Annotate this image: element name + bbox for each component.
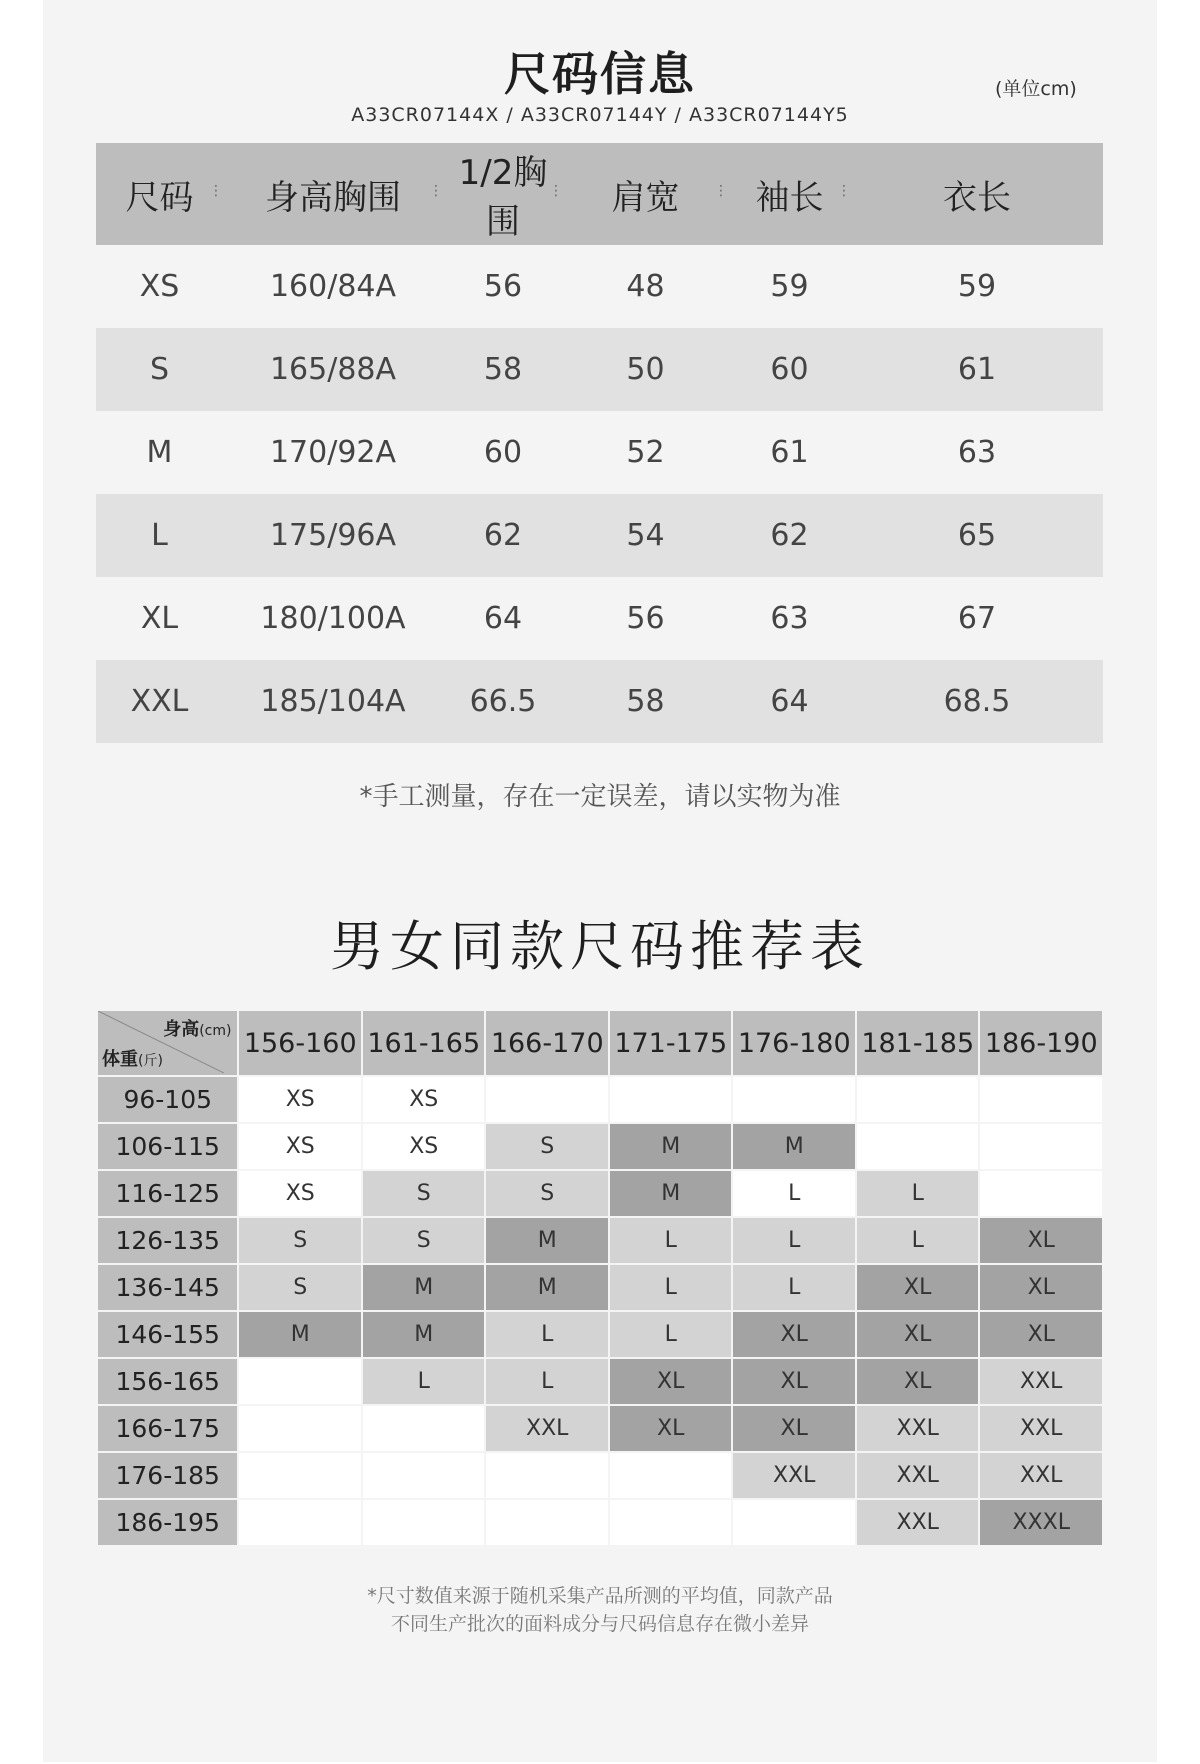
recommend-size-cell: M — [362, 1311, 486, 1358]
weight-range-cell: 146-155 — [97, 1311, 238, 1358]
recommend-row — [97, 1264, 1103, 1311]
size-info-table — [96, 143, 1103, 743]
recommend-row — [97, 1311, 1103, 1358]
size-cell: 64 — [728, 660, 851, 743]
recommend-row — [97, 1358, 1103, 1405]
recommend-size-cell: S — [362, 1170, 486, 1217]
size-cell: 165/88A — [223, 328, 443, 411]
size-cell: 65 — [851, 494, 1103, 577]
recommend-size-cell: S — [485, 1170, 609, 1217]
recommend-size-cell: XXL — [485, 1405, 609, 1452]
recommend-size-cell: XXXL — [979, 1499, 1103, 1546]
recommend-size-cell — [732, 1076, 856, 1123]
weight-range-cell: 106-115 — [97, 1123, 238, 1170]
size-col-header — [563, 143, 728, 245]
recommend-size-cell: XXL — [856, 1452, 980, 1499]
recommend-size-cell: XXL — [856, 1499, 980, 1546]
recommend-row — [97, 1123, 1103, 1170]
size-cell: 160/84A — [223, 245, 443, 328]
recommend-size-cell: L — [856, 1217, 980, 1264]
recommend-size-cell: L — [362, 1358, 486, 1405]
weight-label: 体重 — [102, 1049, 138, 1070]
height-unit: (cm) — [199, 1023, 232, 1039]
size-cell: XL — [96, 577, 223, 660]
size-cell: S — [96, 328, 223, 411]
recommend-size-cell: M — [362, 1264, 486, 1311]
recommend-size-cell: L — [732, 1264, 856, 1311]
recommend-size-cell: XXL — [979, 1358, 1103, 1405]
size-cell: 64 — [443, 577, 563, 660]
size-cell: 175/96A — [223, 494, 443, 577]
size-cell: 59 — [728, 245, 851, 328]
recommend-size-cell: XXL — [979, 1405, 1103, 1452]
recommend-size-cell: M — [238, 1311, 362, 1358]
size-cell: XXL — [96, 660, 223, 743]
recommend-row — [97, 1452, 1103, 1499]
column-separator: ⋮ — [837, 183, 851, 199]
footer-note-line1: *尺寸数值来源于随机采集产品所测的平均值，同款产品 — [367, 1585, 833, 1607]
size-cell: 59 — [851, 245, 1103, 328]
size-row — [96, 660, 1103, 743]
size-col-header-label: 衣长 — [943, 177, 1011, 218]
height-range-header: 161-165 — [362, 1010, 486, 1076]
footer-note — [43, 1582, 1157, 1638]
recommend-size-cell — [362, 1405, 486, 1452]
recommend-size-cell — [732, 1499, 856, 1546]
weight-range-cell: 126-135 — [97, 1217, 238, 1264]
recommend-size-cell: L — [485, 1311, 609, 1358]
recommend-size-cell: XXL — [732, 1452, 856, 1499]
size-cell: 61 — [728, 411, 851, 494]
height-range-header: 156-160 — [238, 1010, 362, 1076]
recommend-size-cell: XS — [238, 1123, 362, 1170]
size-cell: 68.5 — [851, 660, 1103, 743]
size-col-header — [851, 143, 1103, 245]
model-numbers: A33CR07144X / A33CR07144Y / A33CR07144Y5 — [351, 104, 849, 126]
height-range-header: 166-170 — [485, 1010, 609, 1076]
weight-range-cell: 166-175 — [97, 1405, 238, 1452]
size-chart-panel — [43, 0, 1157, 1762]
recommend-size-cell: XL — [856, 1311, 980, 1358]
recommend-size-cell — [609, 1076, 733, 1123]
size-table-header — [96, 143, 1103, 245]
size-cell: 67 — [851, 577, 1103, 660]
size-cell: 54 — [563, 494, 728, 577]
size-recommend-table — [96, 1009, 1104, 1547]
size-cell: 48 — [563, 245, 728, 328]
recommend-size-cell — [485, 1452, 609, 1499]
recommend-size-cell: XS — [238, 1170, 362, 1217]
recommend-size-cell — [609, 1499, 733, 1546]
unit-label: (单位cm) — [995, 78, 1077, 100]
recommend-size-cell — [856, 1076, 980, 1123]
weight-range-cell: 116-125 — [97, 1170, 238, 1217]
recommend-size-cell — [485, 1499, 609, 1546]
size-row — [96, 494, 1103, 577]
height-label: 身高 — [163, 1019, 200, 1040]
column-separator: ⋮ — [429, 183, 443, 199]
recommend-size-cell: S — [485, 1123, 609, 1170]
recommend-size-cell: XL — [732, 1405, 856, 1452]
recommend-size-cell: L — [856, 1170, 980, 1217]
height-range-header: 176-180 — [732, 1010, 856, 1076]
height-range-header: 171-175 — [609, 1010, 733, 1076]
recommend-size-cell: L — [485, 1358, 609, 1405]
recommend-size-cell: S — [238, 1217, 362, 1264]
size-col-header-label: 身高胸围 — [265, 177, 401, 218]
recommend-size-cell: S — [362, 1217, 486, 1264]
size-cell: 170/92A — [223, 411, 443, 494]
recommend-size-cell: S — [238, 1264, 362, 1311]
recommend-size-cell: L — [609, 1217, 733, 1264]
corner-height-label — [163, 1015, 231, 1041]
column-separator: ⋮ — [209, 183, 223, 199]
size-cell: L — [96, 494, 223, 577]
measurement-note: *手工测量，存在一定误差，请以实物为准 — [359, 782, 841, 812]
recommend-size-cell — [238, 1499, 362, 1546]
recommend-size-cell — [362, 1499, 486, 1546]
recommend-size-cell: XL — [856, 1358, 980, 1405]
recommend-size-cell: XL — [609, 1405, 733, 1452]
size-col-header-label: 肩宽 — [611, 177, 680, 218]
recommend-size-cell: XL — [979, 1264, 1103, 1311]
size-cell: 52 — [563, 411, 728, 494]
recommend-size-cell: M — [609, 1170, 733, 1217]
size-cell: M — [96, 411, 223, 494]
weight-range-cell: 186-195 — [97, 1499, 238, 1546]
size-cell: 63 — [851, 411, 1103, 494]
recommend-size-cell: XL — [609, 1358, 733, 1405]
footer-note-line2: 不同生产批次的面料成分与尺码信息存在微小差异 — [390, 1613, 809, 1635]
recommend-row — [97, 1076, 1103, 1123]
recommend-size-cell: M — [485, 1264, 609, 1311]
size-cell: 66.5 — [443, 660, 563, 743]
size-row — [96, 245, 1103, 328]
recommend-size-cell — [238, 1405, 362, 1452]
recommend-row — [97, 1170, 1103, 1217]
column-separator: ⋮ — [714, 183, 728, 199]
recommend-size-cell: M — [609, 1123, 733, 1170]
size-row — [96, 411, 1103, 494]
size-col-header-label: 袖长 — [755, 177, 824, 218]
size-col-header — [96, 143, 223, 245]
recommend-size-cell: XXL — [979, 1452, 1103, 1499]
recommend-size-cell — [609, 1452, 733, 1499]
recommend-size-cell: XXL — [856, 1405, 980, 1452]
corner-weight-label — [102, 1045, 163, 1071]
recommend-size-cell — [856, 1123, 980, 1170]
weight-range-cell: 136-145 — [97, 1264, 238, 1311]
recommend-row — [97, 1405, 1103, 1452]
size-cell: 60 — [443, 411, 563, 494]
recommend-size-cell — [979, 1170, 1103, 1217]
size-cell: 62 — [443, 494, 563, 577]
weight-range-cell: 156-165 — [97, 1358, 238, 1405]
size-col-header-label: 尺码 — [125, 177, 194, 218]
recommend-title: 男女同款尺码推荐表 — [330, 915, 870, 978]
recommend-size-cell: XS — [362, 1076, 486, 1123]
size-cell: 58 — [563, 660, 728, 743]
size-cell: 185/104A — [223, 660, 443, 743]
recommend-size-cell: L — [732, 1217, 856, 1264]
recommend-size-cell: M — [485, 1217, 609, 1264]
size-info-title: 尺码信息 — [504, 47, 696, 101]
weight-range-cell: 176-185 — [97, 1452, 238, 1499]
recommend-size-cell — [979, 1123, 1103, 1170]
recommend-size-cell: L — [609, 1264, 733, 1311]
size-cell: 63 — [728, 577, 851, 660]
recommend-header-row — [97, 1010, 1103, 1076]
size-col-header-label: 1/2胸围 — [458, 153, 548, 242]
recommend-size-cell: XL — [732, 1311, 856, 1358]
weight-unit: (斤) — [138, 1053, 163, 1069]
height-range-header: 181-185 — [856, 1010, 980, 1076]
column-separator: ⋮ — [549, 183, 563, 199]
size-cell: 180/100A — [223, 577, 443, 660]
recommend-row — [97, 1499, 1103, 1546]
recommend-size-cell: M — [732, 1123, 856, 1170]
size-row — [96, 577, 1103, 660]
size-col-header — [223, 143, 443, 245]
recommend-size-cell: XL — [856, 1264, 980, 1311]
recommend-row — [97, 1217, 1103, 1264]
size-cell: 56 — [563, 577, 728, 660]
recommend-size-cell: XS — [362, 1123, 486, 1170]
size-cell: 50 — [563, 328, 728, 411]
size-cell: 62 — [728, 494, 851, 577]
recommend-size-cell — [238, 1358, 362, 1405]
recommend-size-cell — [362, 1452, 486, 1499]
recommend-size-cell: L — [609, 1311, 733, 1358]
recommend-size-cell — [238, 1452, 362, 1499]
size-col-header — [443, 143, 563, 245]
recommend-size-cell: XL — [979, 1311, 1103, 1358]
recommend-size-cell: L — [732, 1170, 856, 1217]
size-cell: XS — [96, 245, 223, 328]
recommend-size-cell: XL — [732, 1358, 856, 1405]
recommend-size-cell — [979, 1076, 1103, 1123]
recommend-size-cell: XL — [979, 1217, 1103, 1264]
recommend-size-cell — [485, 1076, 609, 1123]
size-cell: 60 — [728, 328, 851, 411]
size-cell: 61 — [851, 328, 1103, 411]
size-cell: 56 — [443, 245, 563, 328]
height-range-header: 186-190 — [979, 1010, 1103, 1076]
recommend-size-cell: XS — [238, 1076, 362, 1123]
size-cell: 58 — [443, 328, 563, 411]
size-row — [96, 328, 1103, 411]
corner-cell — [97, 1010, 238, 1076]
size-col-header — [728, 143, 851, 245]
weight-range-cell: 96-105 — [97, 1076, 238, 1123]
